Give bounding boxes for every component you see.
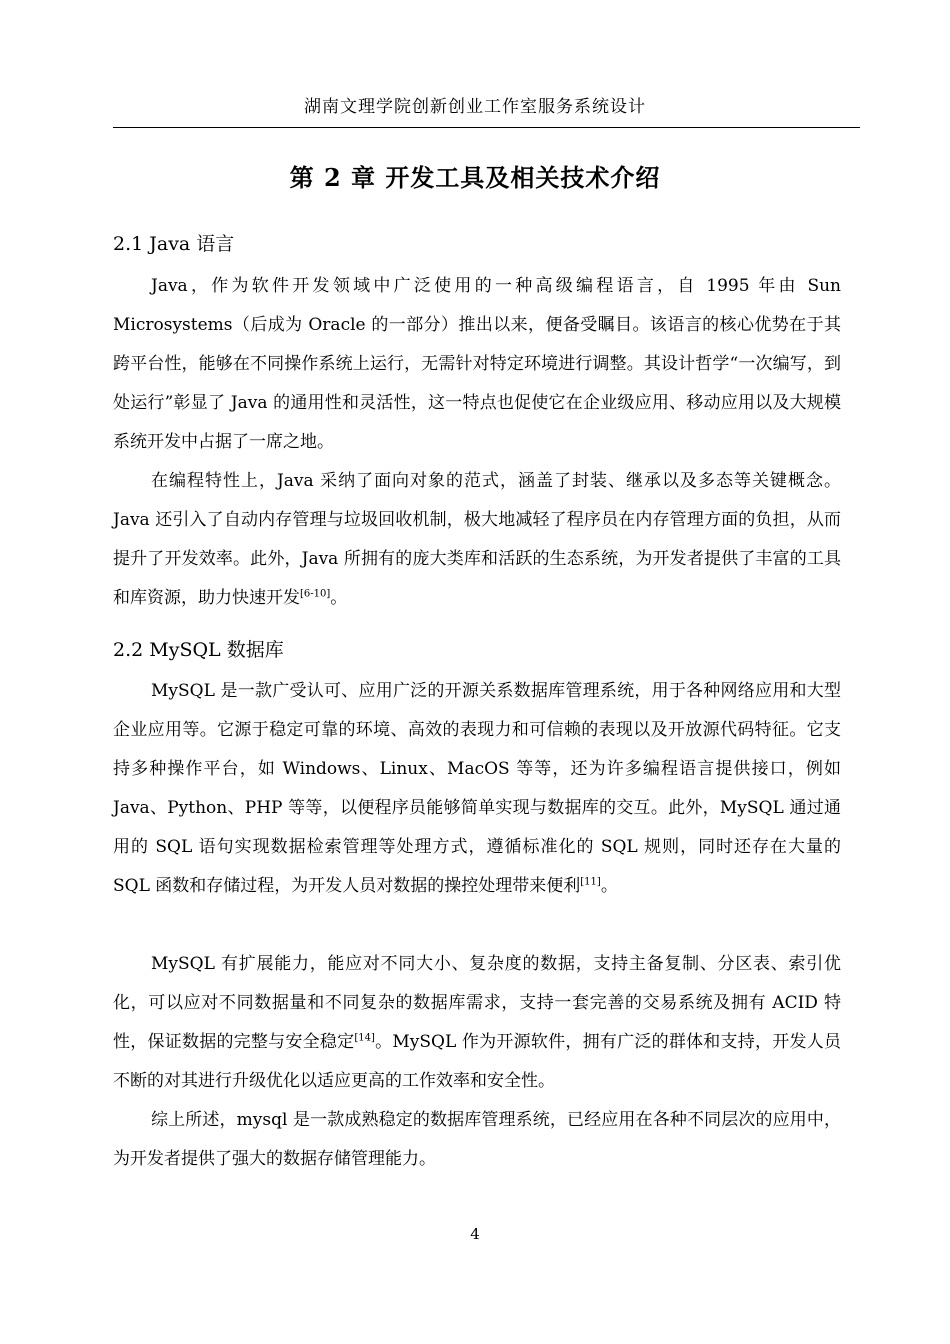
page-header-title: 湖南文理学院创新创业工作室服务系统设计 [304, 97, 646, 117]
chapter-title: 第 2 章 开发工具及相关技术介绍 [289, 163, 661, 192]
paragraph-java-intro [113, 267, 841, 462]
citation: [6-10] [300, 588, 331, 600]
paragraph-text: 综上所述，mysql 是一款成熟稳定的数据库管理系统，已经应用在各种不同层次的应用中，为开发者提供了强大的数据存储管理能力。 [113, 1110, 841, 1169]
section-heading-mysql: 2.2 MySQL 数据库 [113, 639, 284, 661]
paragraph-tail: 。MySQL 作为开源软件，拥有广泛的群体和支持，开发人员不断的对其进行升级优化以适应更高的工作效率和安全性。 [113, 1032, 842, 1091]
paragraph-tail: 。 [330, 588, 348, 608]
page-number: 4 [470, 1225, 480, 1243]
paragraph-java-features [113, 462, 841, 618]
citation: [14] [354, 1032, 375, 1044]
paragraph-text: MySQL 有扩展能力，能应对不同大小、复杂度的数据，支持主备复制、分区表、索引优化，可以应对不同数据量和不同复杂的数据库需求，支持一套完善的交易系统及拥有 ACID 特性，保证数据的完整与安全稳定 [113, 954, 841, 1052]
paragraph-text: MySQL 是一款广受认可、应用广泛的开源关系数据库管理系统，用于各种网络应用和大型企业应用等。它源于稳定可靠的环境、高效的表现力和可信赖的表现以及开放源代码特征。它支持多种操作平台，如 Windows、Linux、MacOS 等等，还为许多编程语言提供接口，例如 Java、Python、PHP 等等，以便程序员能够简单实现与数据库的交互。此外，MySQL 通过通用的 SQL 语句实现数据检索管理等处理方式，遵循标准化的 SQL 规则，同时还存在大量的 SQL 函数和存储过程，为开发人员对数据的操控处理带来便利 [113, 681, 841, 896]
citation: [11] [580, 876, 601, 888]
paragraph-mysql-scalability [113, 945, 841, 1101]
paragraph-mysql-intro [113, 672, 841, 906]
paragraph-tail: 。 [600, 876, 618, 896]
paragraph-text: 在编程特性上，Java 采纳了面向对象的范式，涵盖了封装、继承以及多态等关键概念。Java 还引入了自动内存管理与垃圾回收机制，极大地减轻了程序员在内存管理方面的负担，从而提升了开发效率。此外，Java 所拥有的庞大类库和活跃的生态系统，为开发者提供了丰富的工具和库资源，助力快速开发 [113, 471, 841, 608]
paragraph-text: Java，作为软件开发领域中广泛使用的一种高级编程语言，自 1995 年由 Sun Microsystems（后成为 Oracle 的一部分）推出以来，便备受瞩目。该语言的核心优势在于其跨平台性，能够在不同操作系统上运行，无需针对特定环境进行调整。其设计哲学“一次编写，到处运行”彰显了 Java 的通用性和灵活性，这一特点也促使它在企业级应用、移动应用以及大规模系统开发中占据了一席之地。 [113, 276, 841, 452]
paragraph-mysql-summary [113, 1101, 841, 1179]
section-heading-java: 2.1 Java 语言 [113, 233, 235, 255]
header-divider [113, 127, 860, 128]
